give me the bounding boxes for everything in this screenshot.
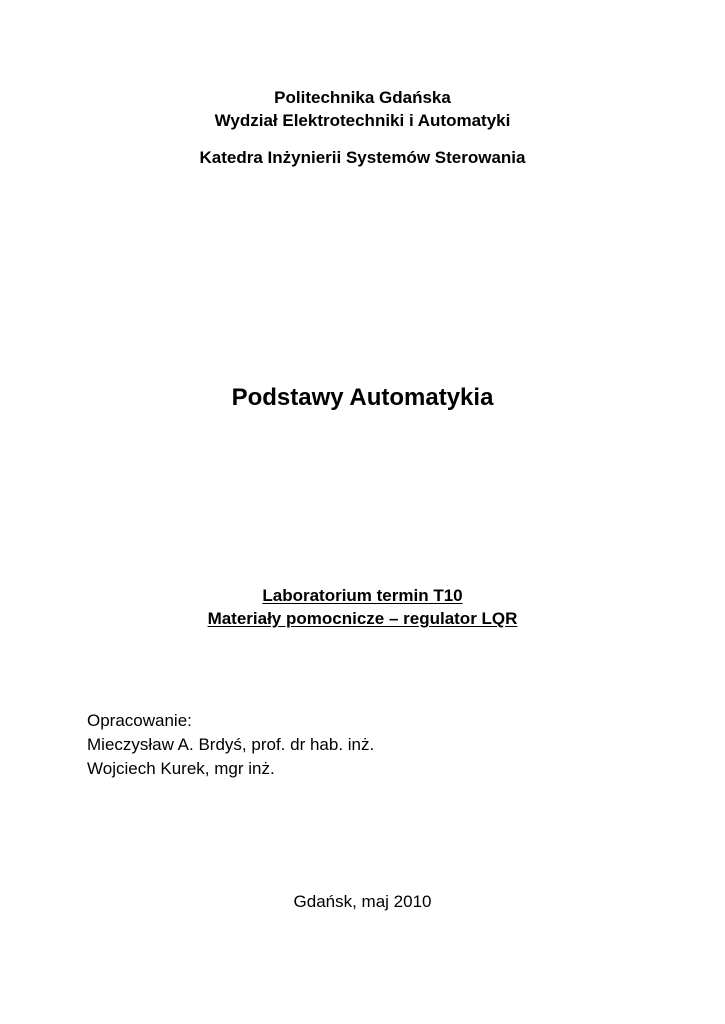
document-title: Podstawy Automatykia <box>231 384 494 411</box>
author-name: Mieczysław A. Brdyś, prof. dr hab. inż. <box>87 735 375 754</box>
institution-name: Politechnika Gdańska <box>274 88 451 107</box>
lab-materials-title: Materiały pomocnicze – regulator LQR <box>207 609 518 628</box>
authors-label: Opracowanie: <box>87 711 192 730</box>
author-name: Wojciech Kurek, mgr inż. <box>87 759 275 778</box>
faculty-name: Wydział Elektrotechniki i Automatyki <box>214 111 511 130</box>
authors-block <box>87 709 647 781</box>
lab-session-title: Laboratorium termin T10 <box>262 586 463 605</box>
department-name: Katedra Inżynierii Systemów Sterowania <box>199 148 526 167</box>
place-and-date: Gdańsk, maj 2010 <box>293 892 432 911</box>
